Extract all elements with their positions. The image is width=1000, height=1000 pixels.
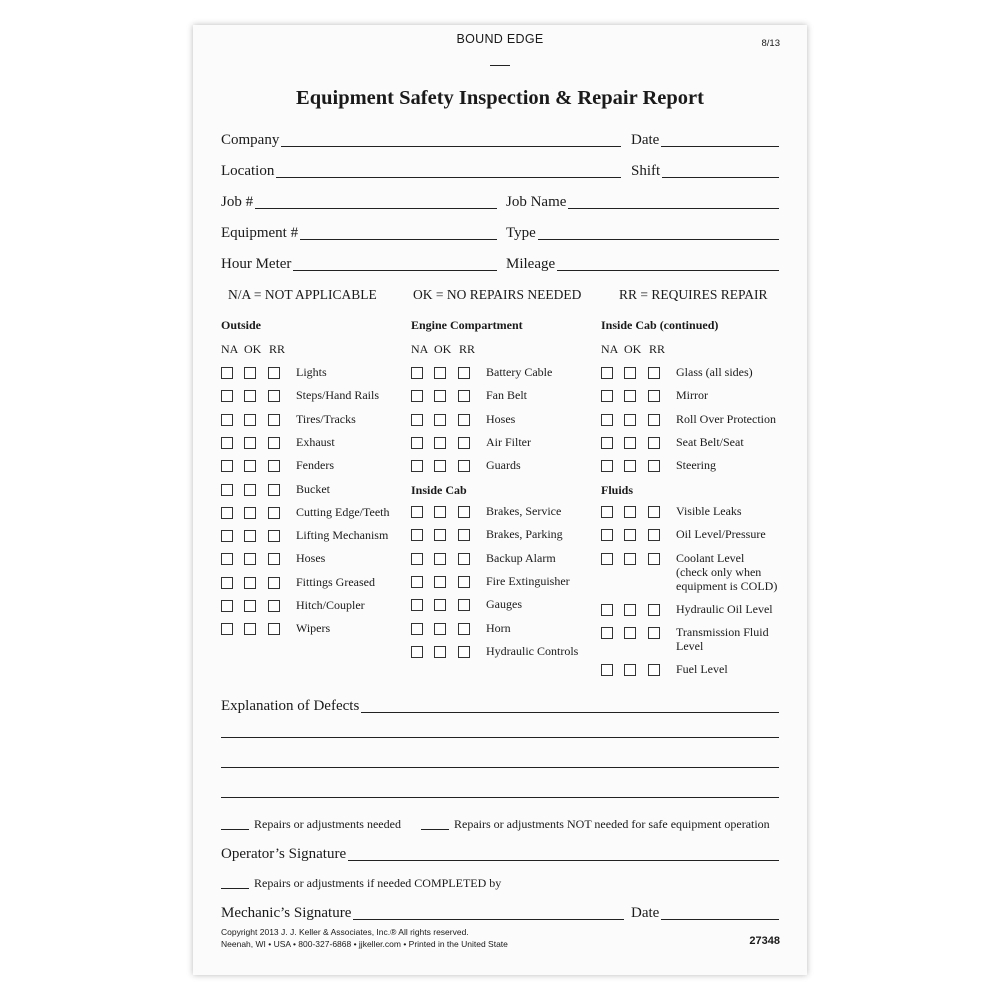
job-number-field[interactable] <box>221 190 497 210</box>
ok-header: OK <box>244 342 262 356</box>
ok-checkbox[interactable] <box>624 664 636 676</box>
na-checkbox[interactable] <box>601 627 613 639</box>
mechanic-date-line[interactable] <box>661 919 779 920</box>
ok-checkbox[interactable] <box>434 390 446 402</box>
job-number-label: Job # <box>221 194 254 210</box>
ok-checkbox[interactable] <box>624 460 636 472</box>
mileage-label: Mileage <box>506 256 556 272</box>
rr-checkbox[interactable] <box>268 553 280 565</box>
na-checkbox[interactable] <box>411 529 423 541</box>
date-line[interactable] <box>661 146 779 147</box>
rr-checkbox[interactable] <box>458 646 470 658</box>
company-line[interactable] <box>281 146 621 147</box>
checklist-item-text: Fenders <box>296 458 334 473</box>
na-checkbox[interactable] <box>221 553 233 565</box>
bound-edge-label: BOUND EDGE <box>456 32 544 46</box>
checklist-item-text: Fittings Greased <box>296 574 375 589</box>
na-checkbox[interactable] <box>411 553 423 565</box>
rr-checkbox[interactable] <box>648 506 660 518</box>
checklist-item-text: Lights <box>296 365 327 379</box>
repairs-needed-blank[interactable] <box>221 829 249 830</box>
na-checkbox[interactable] <box>411 460 423 472</box>
rr-checkbox[interactable] <box>458 576 470 588</box>
ok-checkbox[interactable] <box>434 414 446 426</box>
ok-checkbox[interactable] <box>434 506 446 518</box>
location-field[interactable] <box>221 159 621 179</box>
ok-header: OK <box>434 342 452 356</box>
job-name-label: Job Name <box>506 194 567 210</box>
rr-checkbox[interactable] <box>268 390 280 402</box>
na-checkbox[interactable] <box>601 460 613 472</box>
ok-checkbox[interactable] <box>434 529 446 541</box>
ok-checkbox[interactable] <box>244 414 256 426</box>
legend-ok: OK = NO REPAIRS NEEDED <box>413 287 582 302</box>
rr-checkbox[interactable] <box>458 414 470 426</box>
na-checkbox[interactable] <box>411 437 423 449</box>
copyright-block <box>221 926 508 950</box>
rr-checkbox[interactable] <box>458 460 470 472</box>
repairs-not-needed-label: Repairs or adjustments NOT needed for safe equipment operation <box>454 817 770 831</box>
form-title: Equipment Safety Inspection & Repair Report <box>296 87 704 109</box>
na-checkbox[interactable] <box>411 390 423 402</box>
checklist-item-text: Steering <box>676 458 716 473</box>
shift-label: Shift <box>631 163 661 179</box>
defects-line-4[interactable] <box>221 797 779 798</box>
rr-checkbox[interactable] <box>458 599 470 611</box>
defects-line-2[interactable] <box>221 737 779 738</box>
shift-field[interactable] <box>631 159 779 179</box>
checklist-item-text: Hoses <box>486 411 516 426</box>
ok-checkbox[interactable] <box>434 646 446 658</box>
ok-checkbox[interactable] <box>624 529 636 541</box>
checklist-item-text: Guards <box>486 458 521 473</box>
defects-label: Explanation of Defects <box>221 698 360 714</box>
checklist-item-label <box>676 551 796 593</box>
ok-checkbox[interactable] <box>244 577 256 589</box>
rr-header: RR <box>649 342 666 356</box>
form-number: 27348 <box>749 935 780 947</box>
na-checkbox[interactable] <box>601 506 613 518</box>
rr-header: RR <box>269 342 286 356</box>
checklist-item-text: Exhaust <box>296 434 335 449</box>
rr-checkbox[interactable] <box>458 529 470 541</box>
rr-checkbox[interactable] <box>458 367 470 379</box>
na-checkbox[interactable] <box>221 530 233 542</box>
operator-signature-line[interactable] <box>348 860 779 861</box>
job-name-line[interactable] <box>568 208 779 209</box>
defects-line[interactable] <box>361 712 779 713</box>
ok-checkbox[interactable] <box>244 623 256 635</box>
na-checkbox[interactable] <box>221 507 233 519</box>
checklist-item-label <box>486 504 606 518</box>
ok-checkbox[interactable] <box>624 553 636 565</box>
checklist-item-label <box>486 574 606 588</box>
checklist-item-text: Tires/Tracks <box>296 411 356 426</box>
rr-checkbox[interactable] <box>648 529 660 541</box>
checklist-item-text: Fire Extinguisher <box>486 573 570 588</box>
checklist-item-label <box>296 528 416 542</box>
section-title-inside-cab-continued: Inside Cab (continued) <box>601 318 719 332</box>
mechanic-signature-field[interactable] <box>221 901 624 921</box>
na-checkbox[interactable] <box>221 390 233 402</box>
company-field[interactable] <box>221 128 621 148</box>
checklist-item-label <box>296 458 416 472</box>
rr-checkbox[interactable] <box>268 367 280 379</box>
na-header: NA <box>221 342 239 356</box>
checklist-item-text: Roll Over Protection <box>676 411 776 426</box>
operator-signature-field[interactable] <box>221 842 779 862</box>
checklist-item-label <box>676 412 796 426</box>
date-field[interactable] <box>631 128 779 148</box>
checklist-item-text: Glass (all sides) <box>676 365 753 379</box>
rr-checkbox[interactable] <box>458 553 470 565</box>
na-checkbox[interactable] <box>601 414 613 426</box>
checklist-item-text: Backup Alarm <box>486 550 556 565</box>
checklist-item-text: Horn <box>486 620 511 635</box>
job-number-line[interactable] <box>255 208 497 209</box>
revision-label: 8/13 <box>761 38 780 49</box>
rr-checkbox[interactable] <box>268 414 280 426</box>
address-text: Neenah, WI • USA • 800-327-6868 • jjkeller.com • Printed in the United State <box>221 939 508 949</box>
rr-checkbox[interactable] <box>268 484 280 496</box>
checklist-item-label <box>486 388 606 402</box>
mileage-line[interactable] <box>557 270 779 271</box>
checklist-item-text: Level <box>676 638 704 653</box>
checklist-item-label <box>296 365 416 379</box>
hour-meter-line[interactable] <box>293 270 497 271</box>
rr-checkbox[interactable] <box>648 604 660 616</box>
checklist-item-text: Steps/Hand Rails <box>296 388 379 403</box>
repairs-completed-check[interactable] <box>221 876 501 891</box>
checklist-item-label <box>486 365 606 379</box>
checklist-item-text: Wipers <box>296 621 331 636</box>
checklist-item-text: Visible Leaks <box>676 504 742 518</box>
na-checkbox[interactable] <box>601 529 613 541</box>
checklist-item-text: Gauges <box>486 597 522 612</box>
na-checkbox[interactable] <box>411 414 423 426</box>
checklist-item-text: Bucket <box>296 481 330 496</box>
shift-line[interactable] <box>662 177 779 178</box>
section-title-inside-cab: Inside Cab <box>411 483 467 497</box>
ok-checkbox[interactable] <box>624 627 636 639</box>
date-label: Date <box>631 132 660 148</box>
rr-checkbox[interactable] <box>648 437 660 449</box>
checklist-item-text: Mirror <box>676 388 708 403</box>
checklist-item-text: Seat Belt/Seat <box>676 434 744 449</box>
rr-checkbox[interactable] <box>268 460 280 472</box>
na-header: NA <box>601 342 619 356</box>
ok-checkbox[interactable] <box>624 437 636 449</box>
mileage-field[interactable] <box>506 252 779 272</box>
ok-checkbox[interactable] <box>244 437 256 449</box>
ok-checkbox[interactable] <box>244 390 256 402</box>
ok-checkbox[interactable] <box>244 460 256 472</box>
na-checkbox[interactable] <box>601 437 613 449</box>
bound-edge-mark <box>490 65 510 66</box>
na-checkbox[interactable] <box>221 414 233 426</box>
ok-checkbox[interactable] <box>624 414 636 426</box>
checklist-item-label <box>676 435 796 449</box>
checklist-item-label <box>296 551 416 565</box>
checklist-item-label <box>676 602 796 616</box>
na-checkbox[interactable] <box>411 599 423 611</box>
checklist-item-label <box>486 412 606 426</box>
na-checkbox[interactable] <box>411 576 423 588</box>
checklist-item-text: Brakes, Service <box>486 504 562 518</box>
ok-checkbox[interactable] <box>434 437 446 449</box>
checklist-item-label <box>676 388 796 402</box>
repairs-not-needed-check[interactable] <box>421 817 770 832</box>
checklist-item-label <box>486 527 606 541</box>
na-checkbox[interactable] <box>411 646 423 658</box>
report-sheet <box>193 25 807 975</box>
na-checkbox[interactable] <box>221 460 233 472</box>
checklist-item-text: (check only when <box>676 564 762 579</box>
rr-checkbox[interactable] <box>648 367 660 379</box>
na-checkbox[interactable] <box>221 577 233 589</box>
ok-checkbox[interactable] <box>244 367 256 379</box>
checklist-item-text: Fan Belt <box>486 388 527 403</box>
checklist-item-text: Oil Level/Pressure <box>676 527 766 542</box>
company-label: Company <box>221 132 280 148</box>
mechanic-date-label: Date <box>631 905 660 921</box>
na-checkbox[interactable] <box>601 604 613 616</box>
checklist-item-label <box>296 435 416 449</box>
na-checkbox[interactable] <box>221 623 233 635</box>
rr-header: RR <box>459 342 476 356</box>
rr-checkbox[interactable] <box>268 530 280 542</box>
repairs-completed-label: Repairs or adjustments if needed COMPLETED by <box>254 876 502 890</box>
type-label: Type <box>506 225 536 241</box>
na-checkbox[interactable] <box>601 553 613 565</box>
equipment-number-label: Equipment # <box>221 225 299 241</box>
rr-checkbox[interactable] <box>648 553 660 565</box>
equipment-number-field[interactable] <box>221 221 497 241</box>
na-checkbox[interactable] <box>411 367 423 379</box>
na-checkbox[interactable] <box>411 506 423 518</box>
rr-checkbox[interactable] <box>458 506 470 518</box>
ok-checkbox[interactable] <box>624 390 636 402</box>
na-checkbox[interactable] <box>221 484 233 496</box>
checklist-item-label <box>486 644 606 658</box>
ok-checkbox[interactable] <box>624 367 636 379</box>
rr-checkbox[interactable] <box>268 600 280 612</box>
section-title-outside: Outside <box>221 318 262 332</box>
rr-checkbox[interactable] <box>458 390 470 402</box>
section-title-engine: Engine Compartment <box>411 318 523 332</box>
checklist-item-label <box>676 625 796 653</box>
ok-checkbox[interactable] <box>244 530 256 542</box>
checklist-item-text: Hydraulic Controls <box>486 643 579 658</box>
rr-checkbox[interactable] <box>648 414 660 426</box>
ok-checkbox[interactable] <box>434 599 446 611</box>
rr-checkbox[interactable] <box>268 507 280 519</box>
checklist-item-label <box>486 597 606 611</box>
rr-checkbox[interactable] <box>458 623 470 635</box>
rr-checkbox[interactable] <box>648 460 660 472</box>
repairs-not-needed-blank[interactable] <box>421 829 449 830</box>
rr-checkbox[interactable] <box>458 437 470 449</box>
rr-checkbox[interactable] <box>268 623 280 635</box>
repairs-completed-blank[interactable] <box>221 888 249 889</box>
rr-checkbox[interactable] <box>648 627 660 639</box>
checklist-item-text: Cutting Edge/Teeth <box>296 504 390 519</box>
checklist-item-label <box>486 551 606 565</box>
checklist-item-label <box>296 598 416 612</box>
checklist-item-text: Coolant Level <box>676 550 745 565</box>
rr-checkbox[interactable] <box>268 437 280 449</box>
rr-checkbox[interactable] <box>268 577 280 589</box>
rr-checkbox[interactable] <box>648 664 660 676</box>
ok-checkbox[interactable] <box>244 600 256 612</box>
ok-checkbox[interactable] <box>434 576 446 588</box>
na-checkbox[interactable] <box>601 390 613 402</box>
checklist-item-text: Transmission Fluid <box>676 624 769 639</box>
na-header: NA <box>411 342 429 356</box>
ok-checkbox[interactable] <box>434 623 446 635</box>
type-line[interactable] <box>538 239 779 240</box>
job-name-field[interactable] <box>506 190 779 210</box>
checklist-item-label <box>676 458 796 472</box>
ok-checkbox[interactable] <box>244 553 256 565</box>
legend-na: N/A = NOT APPLICABLE <box>228 287 377 302</box>
checklist-item-text: Hoses <box>296 551 326 566</box>
checklist-item-text: Lifting Mechanism <box>296 528 389 543</box>
na-checkbox[interactable] <box>221 437 233 449</box>
na-checkbox[interactable] <box>601 664 613 676</box>
mechanic-signature-label: Mechanic’s Signature <box>221 905 352 921</box>
mechanic-date-field[interactable] <box>631 901 779 921</box>
checklist-item-label <box>296 388 416 402</box>
equipment-number-line[interactable] <box>300 239 497 240</box>
na-checkbox[interactable] <box>221 600 233 612</box>
defects-field[interactable] <box>221 694 779 714</box>
ok-checkbox[interactable] <box>434 367 446 379</box>
ok-checkbox[interactable] <box>244 484 256 496</box>
checklist-item-text: Fuel Level <box>676 661 728 676</box>
ok-checkbox[interactable] <box>624 604 636 616</box>
checklist-item-text: Air Filter <box>486 434 531 449</box>
na-checkbox[interactable] <box>221 367 233 379</box>
ok-checkbox[interactable] <box>434 553 446 565</box>
checklist-item-label <box>486 621 606 635</box>
checklist-item-text: Brakes, Parking <box>486 527 563 542</box>
location-line[interactable] <box>276 177 621 178</box>
copyright-text: Copyright 2013 J. J. Keller & Associates, Inc.® All rights reserved. <box>221 927 469 937</box>
checklist-item-label <box>676 662 796 676</box>
repairs-needed-label: Repairs or adjustments needed <box>254 817 401 831</box>
na-checkbox[interactable] <box>601 367 613 379</box>
checklist-item-text: Hitch/Coupler <box>296 598 365 612</box>
checklist-item-text: Hydraulic Oil Level <box>676 601 773 616</box>
ok-header: OK <box>624 342 642 356</box>
checklist-item-label <box>296 575 416 589</box>
ok-checkbox[interactable] <box>624 506 636 518</box>
checklist-item-label <box>676 504 796 518</box>
checklist-item-text: Battery Cable <box>486 365 553 379</box>
hour-meter-field[interactable] <box>221 252 497 272</box>
location-label: Location <box>221 163 275 179</box>
operator-signature-label: Operator’s Signature <box>221 846 347 862</box>
checklist-item-label <box>296 621 416 635</box>
checklist-item-label <box>676 527 796 541</box>
checklist-item-text: equipment is COLD) <box>676 578 778 593</box>
section-title-fluids: Fluids <box>601 483 634 497</box>
rr-checkbox[interactable] <box>648 390 660 402</box>
checklist-item-label <box>296 412 416 426</box>
ok-checkbox[interactable] <box>434 460 446 472</box>
checklist-item-label <box>676 365 796 379</box>
checklist-item-label <box>296 505 416 519</box>
type-field[interactable] <box>506 221 779 241</box>
checklist-item-label <box>296 482 416 496</box>
legend-rr: RR = REQUIRES REPAIR <box>619 287 768 302</box>
na-checkbox[interactable] <box>411 623 423 635</box>
repairs-needed-check[interactable] <box>221 817 401 832</box>
defects-line-3[interactable] <box>221 767 779 768</box>
mechanic-signature-line[interactable] <box>353 919 624 920</box>
hour-meter-label: Hour Meter <box>221 256 292 272</box>
ok-checkbox[interactable] <box>244 507 256 519</box>
checklist-item-label <box>486 435 606 449</box>
checklist-item-label <box>486 458 606 472</box>
